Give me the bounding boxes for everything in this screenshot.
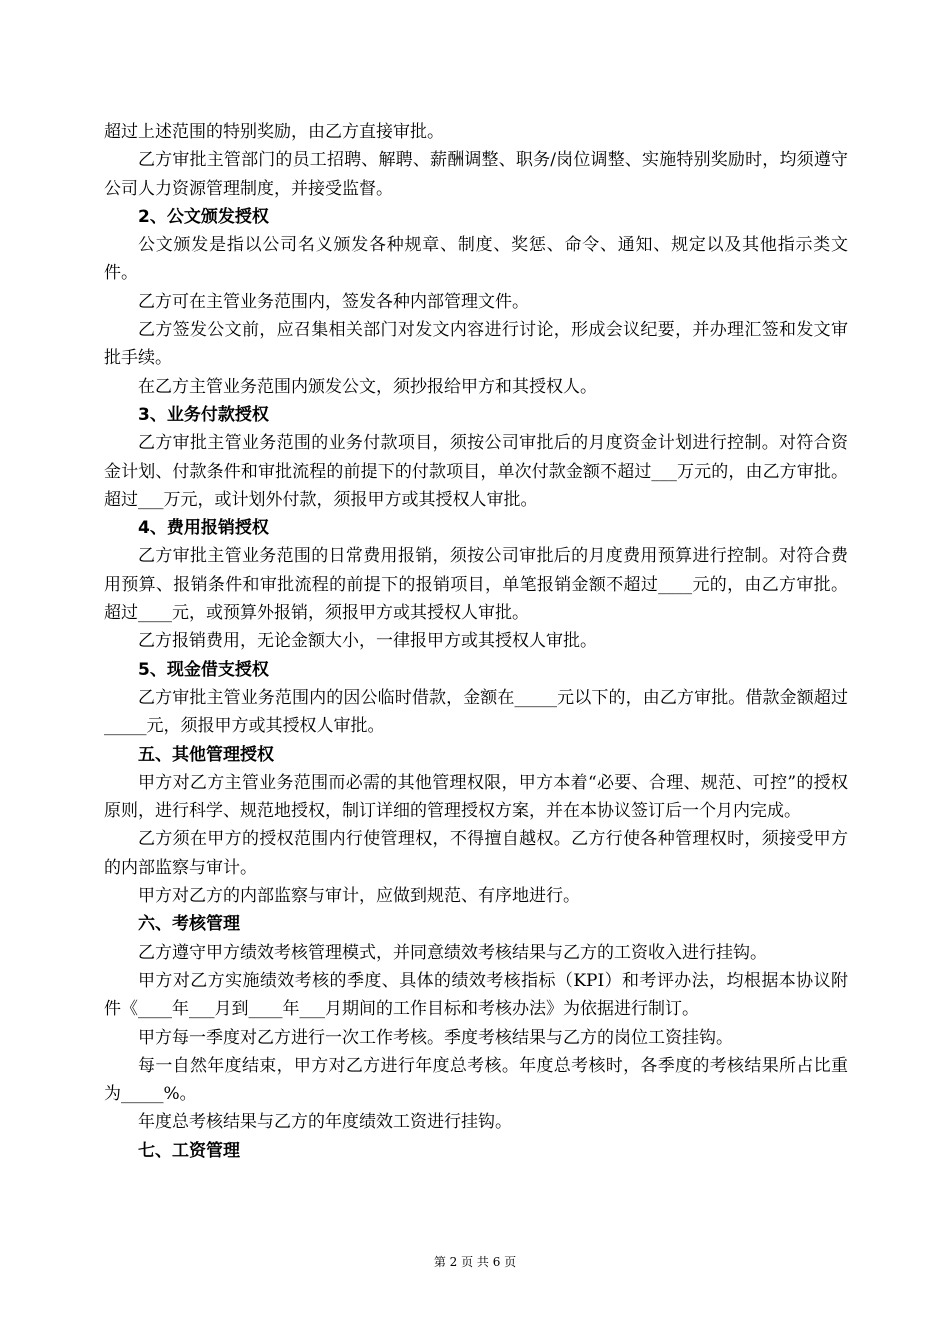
paragraph: 年度总考核结果与乙方的年度绩效工资进行挂钩。 — [138, 1112, 512, 1133]
paragraph: 乙方审批主管部门的员工招聘、解聘、薪酬调整、职务/岗位调整、实施特别奖励时，均须遵守公司人力资源管理制度，并接受监督。 — [104, 150, 848, 199]
section-heading: 七、工资管理 — [138, 1140, 240, 1161]
paragraph: 乙方签发公文前，应召集相关部门对发文内容进行讨论，形成会议纪要，并办理汇签和发文审批手续。 — [104, 320, 848, 369]
document-body — [104, 118, 848, 1165]
section-heading: 5、现金借支授权 — [138, 659, 269, 680]
paragraph: 乙方遵守甲方绩效考核管理模式，并同意绩效考核结果与乙方的工资收入进行挂钩。 — [138, 942, 767, 963]
paragraph: 甲方对乙方主管业务范围而必需的其他管理权限，甲方本着“必要、合理、规范、可控”的授权原则，进行科学、规范地授权，制订详细的管理授权方案，并在本协议签订后一个月内完成。 — [104, 772, 848, 822]
page-footer: 第 2 页 共 6 页 — [433, 1255, 517, 1269]
paragraph: 乙方审批主管业务范围的日常费用报销，须按公司审批后的月度费用预算进行控制。对符合费用预算、报销条件和审批流程的前提下的报销项目，单笔报销金额不超过____元的，由乙方审批。超过____元，或预算外报销，须报甲方或其授权人审批。 — [104, 546, 848, 624]
section-heading: 3、业务付款授权 — [138, 404, 269, 425]
paragraph: 公文颁发是指以公司名义颁发各种规章、制度、奖惩、命令、通知、规定以及其他指示类文件。 — [104, 235, 848, 284]
paragraph: 在乙方主管业务范围内颁发公文，须抄报给甲方和其授权人。 — [138, 376, 597, 397]
section-heading: 4、费用报销授权 — [138, 518, 269, 539]
paragraph: 甲方对乙方实施绩效考核的季度、具体的绩效考核指标（KPI）和考评办法，均根据本协议附件《____年___月到____年___月期间的工作目标和考核办法》为依据进行制订。 — [104, 970, 848, 1020]
paragraph: 乙方报销费用，无论金额大小，一律报甲方或其授权人审批。 — [138, 631, 597, 652]
paragraph: 乙方审批主管业务范围的业务付款项目，须按公司审批后的月度资金计划进行控制。对符合资金计划、付款条件和审批流程的前提下的付款项目，单次付款金额不超过___万元的，由乙方审批。超过___万元，或计划外付款，须报甲方或其授权人审批。 — [104, 433, 848, 510]
section-heading: 六、考核管理 — [138, 914, 240, 935]
section-heading: 2、公文颁发授权 — [138, 206, 269, 227]
paragraph: 甲方每一季度对乙方进行一次工作考核。季度考核结果与乙方的岗位工资挂钩。 — [138, 1027, 733, 1048]
paragraph: 每一自然年度结束，甲方对乙方进行年度总考核。年度总考核时，各季度的考核结果所占比重为_____%。 — [104, 1055, 848, 1105]
paragraph: 甲方对乙方的内部监察与审计，应做到规范、有序地进行。 — [138, 886, 580, 907]
paragraph: 超过上述范围的特别奖励，由乙方直接审批。 — [104, 122, 444, 142]
section-heading: 五、其他管理授权 — [138, 744, 274, 765]
paragraph: 乙方可在主管业务范围内，签发各种内部管理文件。 — [138, 291, 529, 312]
paragraph: 乙方审批主管业务范围内的因公临时借款，金额在_____元以下的，由乙方审批。借款金额超过_____元，须报甲方或其授权人审批。 — [104, 687, 848, 737]
paragraph: 乙方须在甲方的授权范围内行使管理权，不得擅自越权。乙方行使各种管理权时，须接受甲方的内部监察与审计。 — [104, 829, 848, 878]
